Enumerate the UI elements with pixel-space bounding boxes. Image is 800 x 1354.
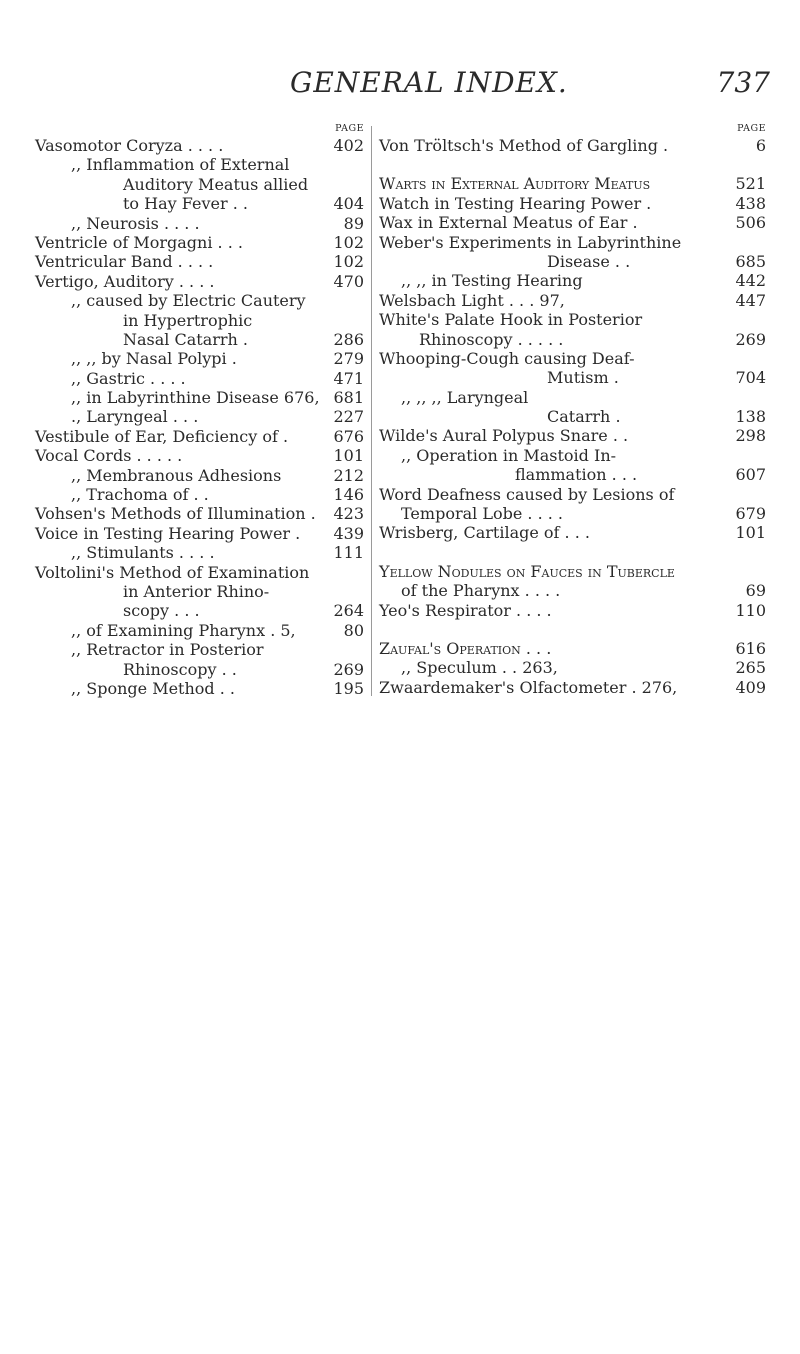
- running-title: GENERAL INDEX.: [290, 66, 568, 99]
- index-entry: [35, 466, 364, 485]
- section-gap: [379, 620, 766, 639]
- entry-text: ,, caused by Electric Cautery: [71, 291, 306, 311]
- entry-page: 409: [735, 677, 766, 697]
- entry-page: 110: [735, 600, 766, 620]
- section-gap: [379, 155, 766, 174]
- entry-text: Warts in External Auditory Meatus: [379, 174, 651, 194]
- entry-text: to Hay Fever . .: [123, 194, 248, 214]
- index-entry: [35, 621, 364, 640]
- entry-page: 286: [333, 329, 364, 349]
- index-entry: [35, 601, 364, 620]
- entry-page: 298: [735, 426, 766, 446]
- entry-text: ,, Operation in Mastoid In-: [401, 445, 617, 465]
- index-entry: [35, 291, 364, 310]
- entry-text: ,, Retractor in Posterior: [71, 640, 264, 660]
- entry-text: ,, of Examining Pharynx . 5,: [71, 620, 296, 640]
- index-entry: [35, 136, 364, 155]
- entry-text: ,, ,, by Nasal Polypi .: [71, 349, 237, 369]
- index-entry: [379, 310, 766, 329]
- page-header: [0, 66, 800, 110]
- index-entry: [379, 252, 766, 271]
- index-entry: [379, 388, 766, 407]
- entry-page: 212: [333, 465, 364, 485]
- entry-text: ,, ,, in Testing Hearing: [401, 271, 583, 291]
- index-entry: [379, 658, 766, 677]
- index-entry: [35, 446, 364, 465]
- index-entry: [35, 660, 364, 679]
- entry-text: Wilde's Aural Polypus Snare . .: [379, 426, 629, 446]
- index-entry: [379, 639, 766, 658]
- page-number: 737: [716, 66, 770, 99]
- entry-text: Vestibule of Ear, Deficiency of .: [35, 426, 289, 446]
- entry-text: Temporal Lobe . . . .: [401, 504, 563, 524]
- entry-page: 402: [333, 136, 364, 155]
- entry-text: White's Palate Hook in Posterior: [379, 310, 643, 330]
- entry-page: 679: [735, 504, 766, 524]
- entry-text: Word Deafness caused by Lesions of: [379, 484, 675, 504]
- entry-page: 607: [735, 465, 766, 485]
- entry-page: 138: [735, 407, 766, 427]
- index-entry: [379, 485, 766, 504]
- entry-page: 439: [333, 523, 364, 543]
- entry-text: Catarrh .: [547, 407, 621, 427]
- entry-text: Vasomotor Coryza . . . .: [35, 136, 224, 155]
- entry-page: 506: [735, 213, 766, 233]
- index-entry: [35, 214, 364, 233]
- entry-text: ,, Sponge Method . .: [71, 678, 235, 698]
- entry-text: ,, Stimulants . . . .: [71, 543, 215, 563]
- entry-page: 423: [333, 504, 364, 524]
- entry-page: 101: [333, 446, 364, 466]
- index-entry: [379, 523, 766, 542]
- entry-text: Watch in Testing Hearing Power .: [379, 193, 652, 213]
- entry-text: Voltolini's Method of Examination: [35, 562, 310, 582]
- entry-page: 146: [333, 485, 364, 505]
- index-entry: [35, 272, 364, 291]
- entry-page: 442: [735, 271, 766, 291]
- entry-page: 676: [333, 426, 364, 446]
- entry-text: ,, Gastric . . . .: [71, 368, 186, 388]
- entry-text: Whooping-Cough causing Deaf-: [379, 348, 635, 368]
- index-entry: [35, 349, 364, 368]
- index-entry: [35, 524, 364, 543]
- right-index-column: [379, 122, 766, 697]
- entry-text: of the Pharynx . . . .: [401, 581, 561, 601]
- entry-page: 80: [343, 620, 364, 640]
- index-entry: [379, 504, 766, 523]
- entry-page: 269: [333, 659, 364, 679]
- entry-text: Zwaardemaker's Olfactometer . 276,: [379, 677, 678, 697]
- entry-text: Rhinoscopy . . . . .: [419, 329, 564, 349]
- entry-page: 195: [333, 678, 364, 698]
- index-entry: [379, 194, 766, 213]
- index-entry: [379, 407, 766, 426]
- entry-page: 685: [735, 251, 766, 271]
- entry-page: 704: [735, 368, 766, 388]
- section-gap: [379, 543, 766, 562]
- index-entry: [379, 174, 766, 193]
- entry-text: ,, Inflammation of External: [71, 155, 290, 175]
- entry-page: 111: [333, 543, 364, 563]
- index-entry: [35, 369, 364, 388]
- entry-text: ,, Speculum . . 263,: [401, 658, 558, 678]
- entry-text: Wax in External Meatus of Ear .: [379, 213, 638, 233]
- entry-page: 616: [735, 638, 766, 658]
- entry-text: Auditory Meatus allied: [123, 174, 309, 194]
- entry-page: 447: [735, 290, 766, 310]
- index-entry: [35, 582, 364, 601]
- index-entry: [35, 407, 364, 426]
- entry-text: ,, in Labyrinthine Disease 676,: [71, 388, 320, 408]
- entry-text: ,, Neurosis . . . .: [71, 213, 200, 233]
- entry-text: Nasal Catarrh .: [123, 329, 249, 349]
- page-column-label: PAGE: [335, 123, 364, 134]
- entry-text: Zaufal's Operation . . .: [379, 638, 552, 658]
- index-entry: [35, 330, 364, 349]
- entry-page: 471: [333, 368, 364, 388]
- entry-page: 227: [333, 407, 364, 427]
- entry-page: 681: [333, 388, 364, 408]
- entry-page: 102: [333, 232, 364, 252]
- column-divider: [371, 126, 372, 696]
- entry-text: Mutism .: [547, 368, 619, 388]
- entry-text: in Anterior Rhino-: [123, 581, 270, 601]
- index-entry: [379, 233, 766, 252]
- index-entry: [379, 291, 766, 310]
- index-entry: [35, 485, 364, 504]
- index-entry: [35, 175, 364, 194]
- index-entry: [35, 504, 364, 523]
- index-entry: [379, 136, 766, 155]
- entry-text: ,, Membranous Adhesions: [71, 465, 282, 485]
- entry-text: Disease . .: [547, 251, 631, 271]
- index-entry: [379, 349, 766, 368]
- entry-text: Weber's Experiments in Labyrinthine: [379, 232, 682, 252]
- entry-text: ., Laryngeal . . .: [71, 407, 199, 427]
- entry-page: 265: [735, 658, 766, 678]
- entry-page: 404: [333, 194, 364, 214]
- entry-text: Voice in Testing Hearing Power .: [35, 523, 301, 543]
- index-entry: [379, 213, 766, 232]
- index-entry: [35, 427, 364, 446]
- index-entry: [35, 311, 364, 330]
- entry-text: ,, Trachoma of . .: [71, 485, 209, 505]
- index-entry: [379, 271, 766, 290]
- page-column-label: PAGE: [737, 123, 766, 134]
- index-entry: [35, 233, 364, 252]
- entry-text: Vertigo, Auditory . . . .: [35, 271, 215, 291]
- index-entry: [35, 679, 364, 698]
- entry-text: in Hypertrophic: [123, 310, 253, 330]
- entry-text: Welsbach Light . . . 97,: [379, 290, 565, 310]
- entry-text: Wrisberg, Cartilage of . . .: [379, 523, 590, 543]
- entry-page: 6: [755, 136, 766, 155]
- entry-page: 89: [343, 213, 364, 233]
- entry-page: 470: [333, 271, 364, 291]
- entry-page: 69: [745, 581, 766, 601]
- index-entry: [35, 543, 364, 562]
- index-entry: [35, 640, 364, 659]
- entry-page: 101: [735, 523, 766, 543]
- index-entry: [379, 562, 766, 581]
- entry-text: Von Tröltsch's Method of Gargling .: [379, 136, 669, 155]
- index-entry: [379, 426, 766, 445]
- index-entry: [35, 252, 364, 271]
- entry-text: Yellow Nodules on Fauces in Tubercle: [379, 561, 675, 581]
- entry-page: 264: [333, 601, 364, 621]
- index-entry: [379, 330, 766, 349]
- entry-page: 279: [333, 349, 364, 369]
- entry-text: Vocal Cords . . . . .: [35, 446, 183, 466]
- entry-page: 102: [333, 252, 364, 272]
- entry-page: 521: [735, 174, 766, 194]
- index-entry: [35, 388, 364, 407]
- left-index-column: [35, 122, 364, 698]
- index-entry: [35, 194, 364, 213]
- index-entry: [35, 155, 364, 174]
- index-entry: [379, 581, 766, 600]
- entry-text: Vohsen's Methods of Illumination .: [35, 504, 316, 524]
- entry-text: Ventricular Band . . . .: [35, 252, 214, 272]
- entry-text: Rhinoscopy . .: [123, 659, 237, 679]
- index-entry: [379, 465, 766, 484]
- entry-text: Yeo's Respirator . . . .: [379, 600, 552, 620]
- entry-text: Ventricle of Morgagni . . .: [35, 232, 243, 252]
- entry-text: flammation . . .: [515, 465, 638, 485]
- entry-page: 438: [735, 193, 766, 213]
- index-entry: [379, 678, 766, 697]
- index-entry: [379, 446, 766, 465]
- index-entry: [379, 601, 766, 620]
- entry-page: 269: [735, 329, 766, 349]
- entry-text: ,, ,, ,, Laryngeal: [401, 387, 529, 407]
- index-entry: [35, 563, 364, 582]
- index-entry: [379, 368, 766, 387]
- entry-text: scopy . . .: [123, 601, 200, 621]
